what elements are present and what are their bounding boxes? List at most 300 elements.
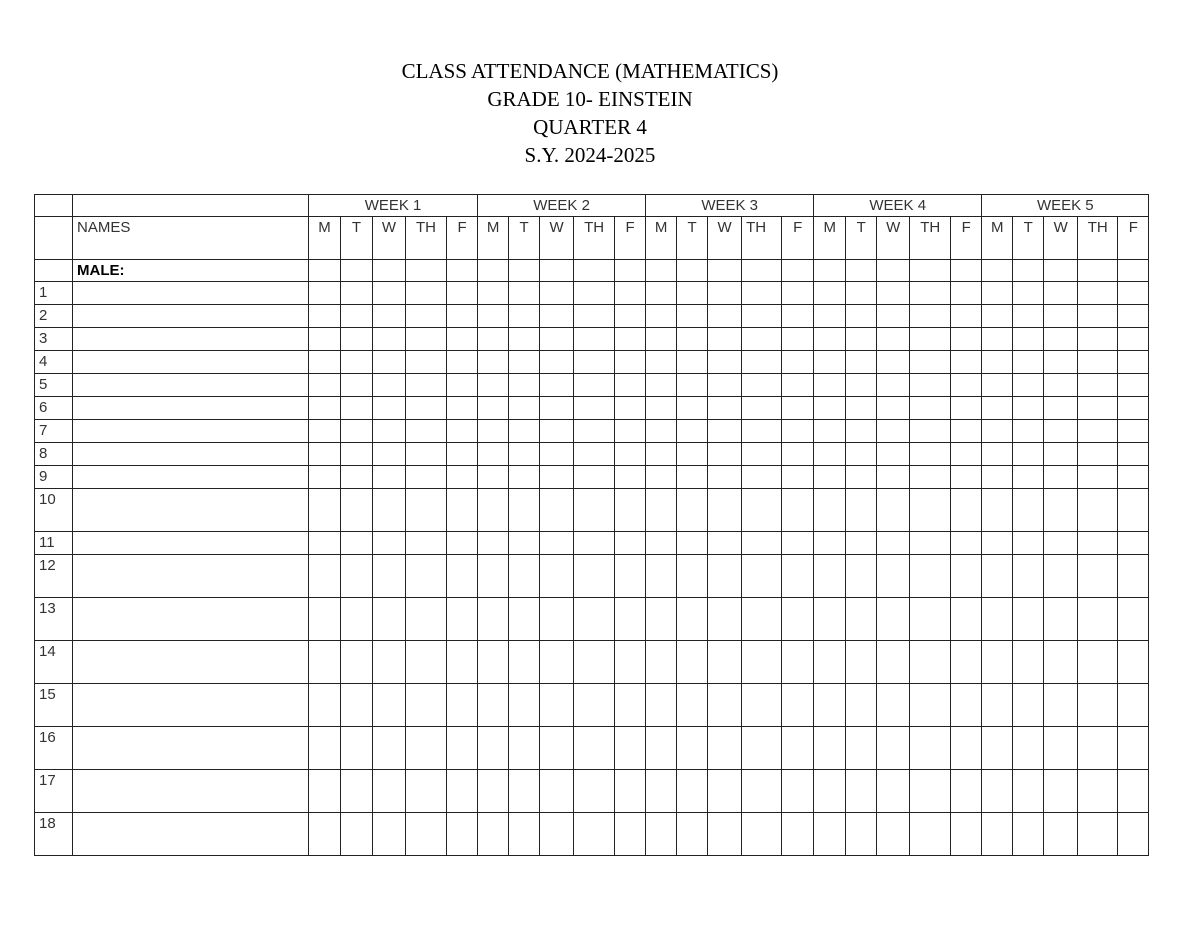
attendance-cell[interactable] <box>877 397 910 420</box>
attendance-cell[interactable] <box>509 489 540 532</box>
attendance-cell[interactable] <box>309 282 341 305</box>
attendance-cell[interactable] <box>373 770 406 813</box>
attendance-cell[interactable] <box>406 305 447 328</box>
attendance-cell[interactable] <box>447 305 478 328</box>
attendance-cell[interactable] <box>846 684 877 727</box>
student-name-cell[interactable] <box>73 282 309 305</box>
attendance-cell[interactable] <box>742 727 782 770</box>
attendance-cell[interactable] <box>540 443 574 466</box>
attendance-cell[interactable] <box>782 489 814 532</box>
attendance-cell[interactable] <box>574 555 615 598</box>
attendance-cell[interactable] <box>615 305 646 328</box>
attendance-cell[interactable] <box>677 305 708 328</box>
attendance-cell[interactable] <box>951 727 982 770</box>
attendance-cell[interactable] <box>406 598 447 641</box>
attendance-cell[interactable] <box>373 641 406 684</box>
attendance-cell[interactable] <box>341 374 373 397</box>
attendance-cell[interactable] <box>615 532 646 555</box>
attendance-cell[interactable] <box>341 532 373 555</box>
attendance-cell[interactable] <box>951 351 982 374</box>
attendance-cell[interactable] <box>742 260 782 282</box>
attendance-cell[interactable] <box>1078 397 1118 420</box>
attendance-cell[interactable] <box>877 770 910 813</box>
attendance-cell[interactable] <box>1044 770 1078 813</box>
attendance-cell[interactable] <box>615 684 646 727</box>
attendance-cell[interactable] <box>1013 420 1044 443</box>
attendance-cell[interactable] <box>1078 282 1118 305</box>
attendance-cell[interactable] <box>646 684 677 727</box>
attendance-cell[interactable] <box>814 328 846 351</box>
student-name-cell[interactable] <box>73 374 309 397</box>
attendance-cell[interactable] <box>1078 420 1118 443</box>
attendance-cell[interactable] <box>708 813 742 856</box>
attendance-cell[interactable] <box>1118 420 1149 443</box>
attendance-cell[interactable] <box>742 555 782 598</box>
attendance-cell[interactable] <box>982 770 1013 813</box>
attendance-cell[interactable] <box>646 374 677 397</box>
attendance-cell[interactable] <box>782 397 814 420</box>
attendance-cell[interactable] <box>1044 684 1078 727</box>
attendance-cell[interactable] <box>341 397 373 420</box>
attendance-cell[interactable] <box>814 489 846 532</box>
attendance-cell[interactable] <box>341 813 373 856</box>
attendance-cell[interactable] <box>406 770 447 813</box>
attendance-cell[interactable] <box>646 532 677 555</box>
attendance-cell[interactable] <box>478 260 509 282</box>
attendance-cell[interactable] <box>574 684 615 727</box>
attendance-cell[interactable] <box>982 374 1013 397</box>
attendance-cell[interactable] <box>910 555 951 598</box>
attendance-cell[interactable] <box>447 374 478 397</box>
attendance-cell[interactable] <box>1044 260 1078 282</box>
attendance-cell[interactable] <box>846 397 877 420</box>
attendance-cell[interactable] <box>1078 532 1118 555</box>
attendance-cell[interactable] <box>615 489 646 532</box>
attendance-cell[interactable] <box>910 282 951 305</box>
attendance-cell[interactable] <box>406 641 447 684</box>
attendance-cell[interactable] <box>447 641 478 684</box>
attendance-cell[interactable] <box>951 641 982 684</box>
attendance-cell[interactable] <box>509 328 540 351</box>
attendance-cell[interactable] <box>373 813 406 856</box>
attendance-cell[interactable] <box>708 305 742 328</box>
attendance-cell[interactable] <box>814 727 846 770</box>
attendance-cell[interactable] <box>309 684 341 727</box>
attendance-cell[interactable] <box>1013 684 1044 727</box>
attendance-cell[interactable] <box>1013 532 1044 555</box>
attendance-cell[interactable] <box>615 770 646 813</box>
attendance-cell[interactable] <box>406 420 447 443</box>
attendance-cell[interactable] <box>1044 282 1078 305</box>
attendance-cell[interactable] <box>877 684 910 727</box>
attendance-cell[interactable] <box>615 598 646 641</box>
attendance-cell[interactable] <box>846 489 877 532</box>
attendance-cell[interactable] <box>373 420 406 443</box>
attendance-cell[interactable] <box>814 397 846 420</box>
attendance-cell[interactable] <box>478 466 509 489</box>
student-name-cell[interactable] <box>73 466 309 489</box>
attendance-cell[interactable] <box>742 466 782 489</box>
attendance-cell[interactable] <box>341 770 373 813</box>
attendance-cell[interactable] <box>814 351 846 374</box>
attendance-cell[interactable] <box>309 813 341 856</box>
attendance-cell[interactable] <box>1044 466 1078 489</box>
attendance-cell[interactable] <box>708 260 742 282</box>
attendance-cell[interactable] <box>540 305 574 328</box>
attendance-cell[interactable] <box>782 770 814 813</box>
attendance-cell[interactable] <box>677 374 708 397</box>
attendance-cell[interactable] <box>677 351 708 374</box>
attendance-cell[interactable] <box>574 489 615 532</box>
student-name-cell[interactable] <box>73 328 309 351</box>
attendance-cell[interactable] <box>574 420 615 443</box>
attendance-cell[interactable] <box>478 684 509 727</box>
attendance-cell[interactable] <box>509 466 540 489</box>
attendance-cell[interactable] <box>982 443 1013 466</box>
attendance-cell[interactable] <box>309 351 341 374</box>
attendance-cell[interactable] <box>1044 555 1078 598</box>
attendance-cell[interactable] <box>846 770 877 813</box>
attendance-cell[interactable] <box>574 282 615 305</box>
attendance-cell[interactable] <box>742 351 782 374</box>
attendance-cell[interactable] <box>846 305 877 328</box>
attendance-cell[interactable] <box>574 351 615 374</box>
attendance-cell[interactable] <box>951 328 982 351</box>
attendance-cell[interactable] <box>1044 443 1078 466</box>
attendance-cell[interactable] <box>982 489 1013 532</box>
attendance-cell[interactable] <box>1078 684 1118 727</box>
attendance-cell[interactable] <box>341 443 373 466</box>
attendance-cell[interactable] <box>447 282 478 305</box>
attendance-cell[interactable] <box>846 374 877 397</box>
attendance-cell[interactable] <box>1078 466 1118 489</box>
attendance-cell[interactable] <box>708 598 742 641</box>
attendance-cell[interactable] <box>742 684 782 727</box>
attendance-cell[interactable] <box>910 641 951 684</box>
attendance-cell[interactable] <box>982 555 1013 598</box>
attendance-cell[interactable] <box>646 466 677 489</box>
attendance-cell[interactable] <box>1013 770 1044 813</box>
attendance-cell[interactable] <box>540 397 574 420</box>
attendance-cell[interactable] <box>677 489 708 532</box>
attendance-cell[interactable] <box>782 813 814 856</box>
attendance-cell[interactable] <box>373 260 406 282</box>
attendance-cell[interactable] <box>877 420 910 443</box>
attendance-cell[interactable] <box>846 532 877 555</box>
attendance-cell[interactable] <box>982 641 1013 684</box>
attendance-cell[interactable] <box>309 598 341 641</box>
attendance-cell[interactable] <box>782 598 814 641</box>
attendance-cell[interactable] <box>478 813 509 856</box>
attendance-cell[interactable] <box>540 420 574 443</box>
attendance-cell[interactable] <box>708 397 742 420</box>
attendance-cell[interactable] <box>708 641 742 684</box>
student-name-cell[interactable] <box>73 420 309 443</box>
attendance-cell[interactable] <box>1044 328 1078 351</box>
attendance-cell[interactable] <box>742 489 782 532</box>
attendance-cell[interactable] <box>1078 641 1118 684</box>
attendance-cell[interactable] <box>447 727 478 770</box>
attendance-cell[interactable] <box>677 641 708 684</box>
attendance-cell[interactable] <box>951 598 982 641</box>
attendance-cell[interactable] <box>951 260 982 282</box>
attendance-cell[interactable] <box>540 684 574 727</box>
attendance-cell[interactable] <box>782 351 814 374</box>
attendance-cell[interactable] <box>708 466 742 489</box>
attendance-cell[interactable] <box>982 727 1013 770</box>
attendance-cell[interactable] <box>447 813 478 856</box>
attendance-cell[interactable] <box>742 770 782 813</box>
attendance-cell[interactable] <box>615 466 646 489</box>
attendance-cell[interactable] <box>447 351 478 374</box>
attendance-cell[interactable] <box>309 466 341 489</box>
attendance-cell[interactable] <box>509 397 540 420</box>
attendance-cell[interactable] <box>910 351 951 374</box>
attendance-cell[interactable] <box>782 532 814 555</box>
attendance-cell[interactable] <box>574 532 615 555</box>
attendance-cell[interactable] <box>509 443 540 466</box>
attendance-cell[interactable] <box>309 305 341 328</box>
attendance-cell[interactable] <box>782 641 814 684</box>
attendance-cell[interactable] <box>406 443 447 466</box>
attendance-cell[interactable] <box>1044 598 1078 641</box>
attendance-cell[interactable] <box>1044 420 1078 443</box>
attendance-cell[interactable] <box>982 466 1013 489</box>
attendance-cell[interactable] <box>814 770 846 813</box>
attendance-cell[interactable] <box>1118 598 1149 641</box>
attendance-cell[interactable] <box>1078 813 1118 856</box>
attendance-cell[interactable] <box>1118 770 1149 813</box>
student-name-cell[interactable] <box>73 813 309 856</box>
attendance-cell[interactable] <box>509 260 540 282</box>
attendance-cell[interactable] <box>615 397 646 420</box>
attendance-cell[interactable] <box>341 420 373 443</box>
attendance-cell[interactable] <box>1044 305 1078 328</box>
attendance-cell[interactable] <box>677 443 708 466</box>
attendance-cell[interactable] <box>341 351 373 374</box>
attendance-cell[interactable] <box>615 727 646 770</box>
attendance-cell[interactable] <box>540 489 574 532</box>
attendance-cell[interactable] <box>309 374 341 397</box>
attendance-cell[interactable] <box>1118 282 1149 305</box>
student-name-cell[interactable] <box>73 684 309 727</box>
attendance-cell[interactable] <box>509 305 540 328</box>
attendance-cell[interactable] <box>646 397 677 420</box>
attendance-cell[interactable] <box>406 397 447 420</box>
attendance-cell[interactable] <box>406 727 447 770</box>
attendance-cell[interactable] <box>951 282 982 305</box>
attendance-cell[interactable] <box>646 351 677 374</box>
attendance-cell[interactable] <box>646 282 677 305</box>
attendance-cell[interactable] <box>373 351 406 374</box>
attendance-cell[interactable] <box>708 489 742 532</box>
attendance-cell[interactable] <box>373 598 406 641</box>
attendance-cell[interactable] <box>1013 397 1044 420</box>
attendance-cell[interactable] <box>540 351 574 374</box>
attendance-cell[interactable] <box>509 641 540 684</box>
attendance-cell[interactable] <box>540 374 574 397</box>
attendance-cell[interactable] <box>373 282 406 305</box>
attendance-cell[interactable] <box>309 489 341 532</box>
attendance-cell[interactable] <box>574 813 615 856</box>
attendance-cell[interactable] <box>646 489 677 532</box>
attendance-cell[interactable] <box>509 684 540 727</box>
attendance-cell[interactable] <box>782 466 814 489</box>
attendance-cell[interactable] <box>814 555 846 598</box>
attendance-cell[interactable] <box>782 555 814 598</box>
attendance-cell[interactable] <box>406 532 447 555</box>
attendance-cell[interactable] <box>1078 305 1118 328</box>
attendance-cell[interactable] <box>373 555 406 598</box>
attendance-cell[interactable] <box>1118 489 1149 532</box>
attendance-cell[interactable] <box>447 598 478 641</box>
attendance-cell[interactable] <box>1118 374 1149 397</box>
attendance-cell[interactable] <box>877 813 910 856</box>
attendance-cell[interactable] <box>782 305 814 328</box>
student-name-cell[interactable] <box>73 555 309 598</box>
attendance-cell[interactable] <box>708 420 742 443</box>
attendance-cell[interactable] <box>814 374 846 397</box>
attendance-cell[interactable] <box>1118 328 1149 351</box>
attendance-cell[interactable] <box>1044 641 1078 684</box>
attendance-cell[interactable] <box>509 351 540 374</box>
attendance-cell[interactable] <box>478 443 509 466</box>
attendance-cell[interactable] <box>509 813 540 856</box>
attendance-cell[interactable] <box>877 555 910 598</box>
attendance-cell[interactable] <box>1118 727 1149 770</box>
attendance-cell[interactable] <box>1078 555 1118 598</box>
attendance-cell[interactable] <box>574 598 615 641</box>
attendance-cell[interactable] <box>742 813 782 856</box>
attendance-cell[interactable] <box>742 420 782 443</box>
attendance-cell[interactable] <box>677 328 708 351</box>
attendance-cell[interactable] <box>1013 727 1044 770</box>
attendance-cell[interactable] <box>814 282 846 305</box>
student-name-cell[interactable] <box>73 351 309 374</box>
attendance-cell[interactable] <box>509 532 540 555</box>
attendance-cell[interactable] <box>708 351 742 374</box>
attendance-cell[interactable] <box>782 282 814 305</box>
attendance-cell[interactable] <box>1078 770 1118 813</box>
attendance-cell[interactable] <box>951 420 982 443</box>
attendance-cell[interactable] <box>910 328 951 351</box>
attendance-cell[interactable] <box>406 374 447 397</box>
attendance-cell[interactable] <box>742 641 782 684</box>
attendance-cell[interactable] <box>846 443 877 466</box>
attendance-cell[interactable] <box>406 813 447 856</box>
attendance-cell[interactable] <box>782 727 814 770</box>
attendance-cell[interactable] <box>877 351 910 374</box>
attendance-cell[interactable] <box>615 420 646 443</box>
attendance-cell[interactable] <box>814 684 846 727</box>
attendance-cell[interactable] <box>615 443 646 466</box>
attendance-cell[interactable] <box>447 466 478 489</box>
attendance-cell[interactable] <box>406 555 447 598</box>
attendance-cell[interactable] <box>1013 813 1044 856</box>
attendance-cell[interactable] <box>615 374 646 397</box>
attendance-cell[interactable] <box>951 532 982 555</box>
attendance-cell[interactable] <box>708 727 742 770</box>
attendance-cell[interactable] <box>846 282 877 305</box>
student-name-cell[interactable] <box>73 489 309 532</box>
attendance-cell[interactable] <box>447 770 478 813</box>
attendance-cell[interactable] <box>540 727 574 770</box>
attendance-cell[interactable] <box>540 641 574 684</box>
attendance-cell[interactable] <box>742 598 782 641</box>
attendance-cell[interactable] <box>447 328 478 351</box>
attendance-cell[interactable] <box>509 598 540 641</box>
attendance-cell[interactable] <box>1013 466 1044 489</box>
attendance-cell[interactable] <box>341 555 373 598</box>
attendance-cell[interactable] <box>782 374 814 397</box>
attendance-cell[interactable] <box>910 466 951 489</box>
attendance-cell[interactable] <box>1013 598 1044 641</box>
attendance-cell[interactable] <box>910 420 951 443</box>
attendance-cell[interactable] <box>846 555 877 598</box>
attendance-cell[interactable] <box>677 420 708 443</box>
attendance-cell[interactable] <box>910 305 951 328</box>
attendance-cell[interactable] <box>951 489 982 532</box>
attendance-cell[interactable] <box>309 641 341 684</box>
attendance-cell[interactable] <box>742 328 782 351</box>
attendance-cell[interactable] <box>1044 374 1078 397</box>
attendance-cell[interactable] <box>406 260 447 282</box>
attendance-cell[interactable] <box>447 260 478 282</box>
attendance-cell[interactable] <box>910 727 951 770</box>
attendance-cell[interactable] <box>846 328 877 351</box>
attendance-cell[interactable] <box>1118 641 1149 684</box>
attendance-cell[interactable] <box>708 374 742 397</box>
attendance-cell[interactable] <box>309 443 341 466</box>
attendance-cell[interactable] <box>341 305 373 328</box>
attendance-cell[interactable] <box>447 489 478 532</box>
attendance-cell[interactable] <box>1078 260 1118 282</box>
attendance-cell[interactable] <box>373 328 406 351</box>
attendance-cell[interactable] <box>1013 443 1044 466</box>
attendance-cell[interactable] <box>1013 282 1044 305</box>
attendance-cell[interactable] <box>447 555 478 598</box>
attendance-cell[interactable] <box>982 532 1013 555</box>
attendance-cell[interactable] <box>982 282 1013 305</box>
attendance-cell[interactable] <box>309 555 341 598</box>
attendance-cell[interactable] <box>910 489 951 532</box>
attendance-cell[interactable] <box>1078 374 1118 397</box>
attendance-cell[interactable] <box>646 770 677 813</box>
attendance-cell[interactable] <box>982 813 1013 856</box>
attendance-cell[interactable] <box>646 328 677 351</box>
attendance-cell[interactable] <box>540 466 574 489</box>
attendance-cell[interactable] <box>910 770 951 813</box>
attendance-cell[interactable] <box>1118 684 1149 727</box>
attendance-cell[interactable] <box>910 532 951 555</box>
attendance-cell[interactable] <box>951 374 982 397</box>
attendance-cell[interactable] <box>951 305 982 328</box>
attendance-cell[interactable] <box>1078 328 1118 351</box>
attendance-cell[interactable] <box>646 443 677 466</box>
attendance-cell[interactable] <box>846 420 877 443</box>
attendance-cell[interactable] <box>877 305 910 328</box>
attendance-cell[interactable] <box>540 598 574 641</box>
attendance-cell[interactable] <box>982 420 1013 443</box>
attendance-cell[interactable] <box>646 420 677 443</box>
attendance-cell[interactable] <box>742 443 782 466</box>
attendance-cell[interactable] <box>373 374 406 397</box>
attendance-cell[interactable] <box>877 641 910 684</box>
attendance-cell[interactable] <box>814 641 846 684</box>
attendance-cell[interactable] <box>540 282 574 305</box>
attendance-cell[interactable] <box>910 598 951 641</box>
attendance-cell[interactable] <box>877 489 910 532</box>
